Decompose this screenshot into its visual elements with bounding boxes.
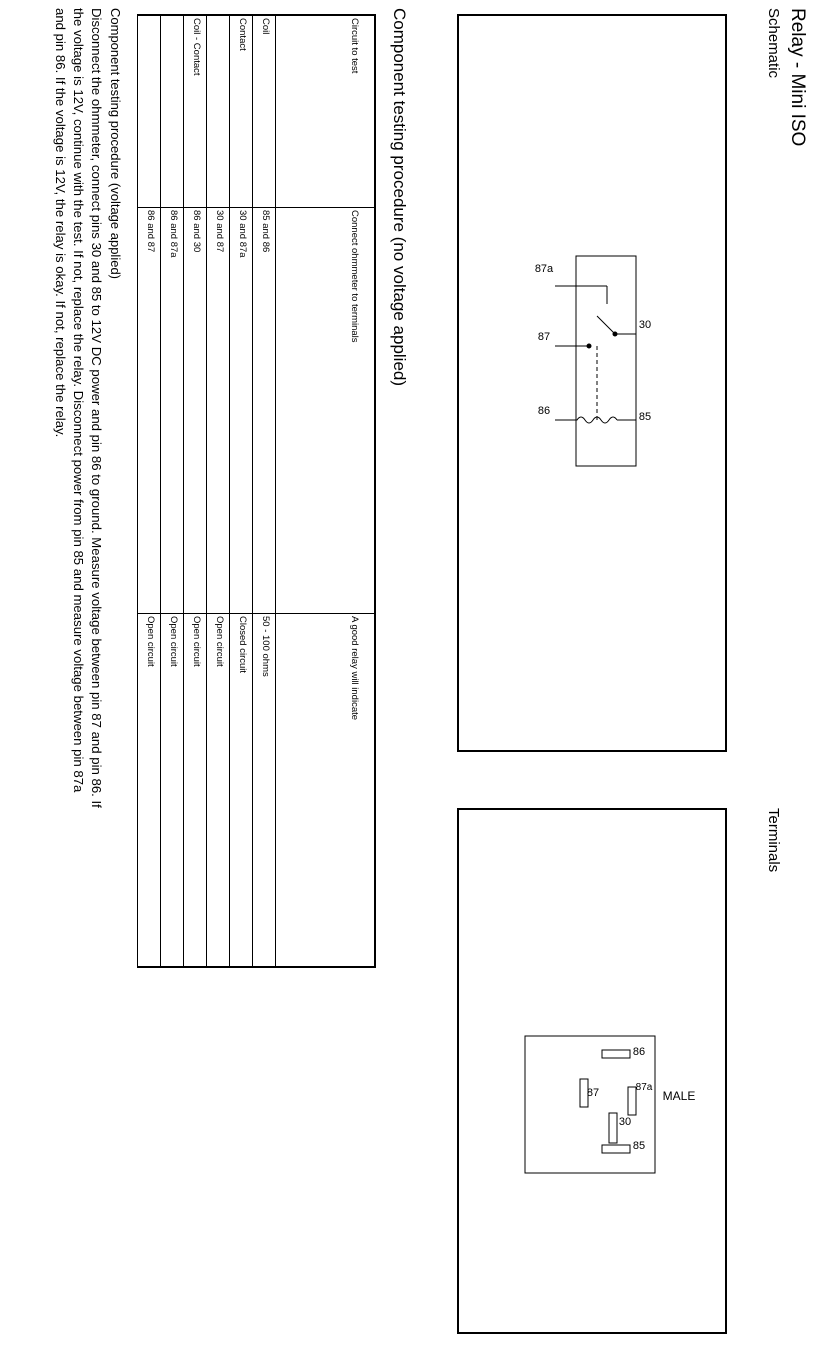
terminal-30-label: 30: [618, 1116, 632, 1128]
circuit-cell: Coil: [253, 15, 276, 208]
no-voltage-procedure-heading: Component testing procedure (no voltage applied): [390, 8, 409, 387]
column-header-indication: A good relay will indicate: [349, 616, 360, 721]
indication-cell: Open circuit: [168, 616, 179, 667]
terminal-87a-label: 87a: [635, 1082, 653, 1093]
terminals-cell: 30 and 87: [207, 208, 230, 614]
procedure-line: Disconnect the ohmmeter, connect pins 30 and 85 to 12V DC power and pin 86 to ground. Measure voltage between pin 87 and pin 86. If: [89, 8, 104, 808]
table-row: [253, 15, 276, 967]
circuit-cell: Contact: [230, 15, 253, 208]
voltage-procedure-text: [51, 8, 105, 1068]
pin-87a-label: 87a: [534, 263, 554, 275]
column-header-circuit: Circuit to test: [276, 15, 376, 208]
pin-85-blade: [602, 1145, 630, 1153]
ohmmeter-test-table: [137, 14, 376, 968]
procedure-line: and pin 86. If the voltage is 12V, the relay is okay. If not, replace the relay.: [53, 8, 68, 438]
table-row: [138, 15, 161, 967]
relay-terminals-diagram: [459, 810, 725, 1332]
voltage-procedure-heading: Component testing procedure (voltage applied): [108, 8, 123, 280]
pin-87-contact: [587, 344, 591, 348]
page-title: Relay - Mini ISO: [787, 8, 808, 147]
indication-cell: Open circuit: [191, 616, 202, 667]
circuit-cell: Coil - Contact: [184, 15, 207, 208]
pin-87-label: 87: [537, 331, 551, 343]
indication-cell: Closed circuit: [237, 616, 248, 674]
terminals-cell: 85 and 86: [253, 208, 276, 614]
table-row: [207, 15, 230, 967]
relay-schematic-diagram: [459, 16, 725, 750]
circuit-cell: [207, 15, 230, 208]
terminals-cell: 86 and 87: [138, 208, 161, 614]
terminals-cell: 86 and 30: [184, 208, 207, 614]
circuit-cell: [138, 15, 161, 208]
terminals-panel: [457, 808, 727, 1334]
indication-cell: Open circuit: [214, 616, 225, 667]
procedure-line: the voltage is 12V, continue with the test. If not, replace the relay. Disconnect power from pin 85 and measure voltage between pin 87a: [71, 8, 86, 793]
table-row: [230, 15, 253, 967]
column-header-terminals: Connect ohmmeter to terminals: [276, 208, 376, 614]
terminal-87-label: 87: [586, 1087, 600, 1099]
schematic-panel: [457, 14, 727, 752]
pin-86-label: 86: [537, 405, 551, 417]
pin-85-label: 85: [638, 411, 652, 423]
table-row: [184, 15, 207, 967]
pin-86-blade: [602, 1050, 630, 1058]
terminal-85-label: 85: [632, 1140, 646, 1152]
terminals-caption: MALE: [662, 1089, 696, 1103]
terminals-cell: 86 and 87a: [161, 208, 184, 614]
terminal-86-label: 86: [632, 1046, 646, 1058]
switch-arm: [597, 316, 615, 334]
pin-30-label: 30: [638, 319, 652, 331]
indication-cell: 50 - 100 ohms: [260, 616, 271, 677]
terminals-heading: Terminals: [765, 808, 782, 873]
indication-cell: Open circuit: [145, 616, 156, 667]
table-row: [161, 15, 184, 967]
terminals-cell: 30 and 87a: [230, 208, 253, 614]
table-header-row: [276, 15, 376, 967]
pin-30-blade: [609, 1113, 617, 1143]
schematic-heading: Schematic: [765, 8, 782, 79]
relay-housing: [576, 256, 636, 466]
coil: [575, 417, 617, 423]
circuit-cell: [161, 15, 184, 208]
